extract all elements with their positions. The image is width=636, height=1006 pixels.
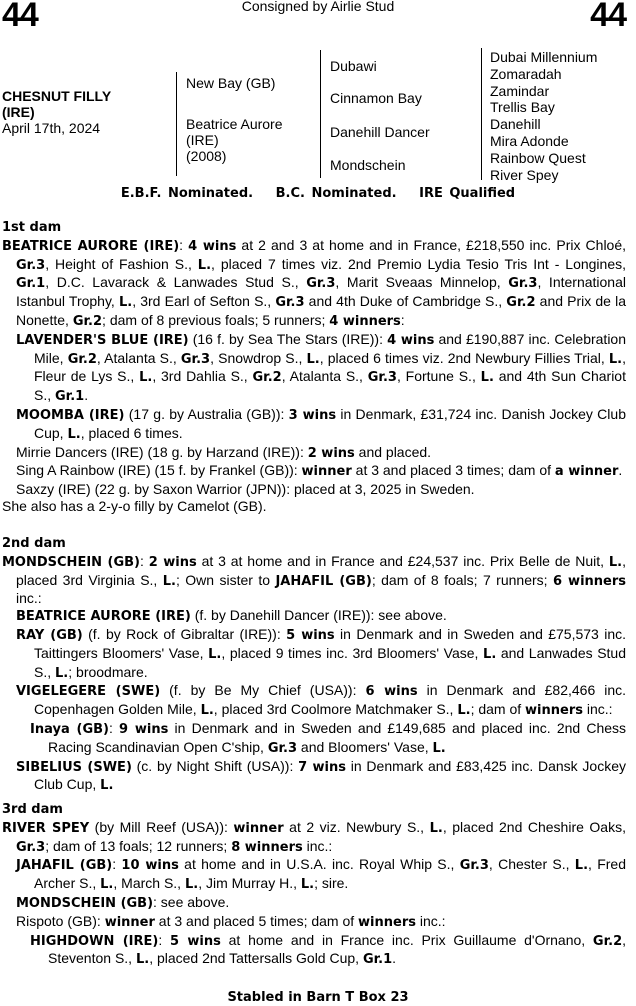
dam-entry: MONDSCHEIN (GB): 2 wins at 3 at home and in France and £24,537 inc. Prix Belle de Nuit, L., placed 3rd Virginia S., L.; Own sister to JAHAFIL (GB); dam of 8 foals; 7 runners; 6 winners inc.: <box>2 552 627 607</box>
first-dam-section <box>2 220 626 515</box>
pedigree-granddam: Cinnamon Bay <box>330 90 422 106</box>
foaling-date: April 17th, 2024 <box>2 120 101 136</box>
section-title: 2nd dam <box>2 536 66 551</box>
produce-note: She also has a 2-y-o filly by Camelot (GB). <box>2 497 267 514</box>
produce-entry: Inaya (GB): 9 wins in Denmark and in Sweden and £149,685 and placed inc. 2nd Chess Racing Scandinavian Open C'ship, Gr.3 and Bloomers' Vase, L. <box>30 719 627 756</box>
pedigree-dam-dam: Mondschein <box>330 157 406 173</box>
produce-entry: JAHAFIL (GB): 10 wins at home and in U.S.A. inc. Royal Whip S., Gr.3, Chester S., L., Fred Archer S., L., March S., L., Jim Murray H., L.; sire. <box>16 856 626 893</box>
produce-entry: Rispoto (GB): winner at 3 and placed 5 times; dam of winners inc.: <box>16 912 446 930</box>
horse-description: CHESNUT FILLY <box>2 88 112 104</box>
pedigree-divider <box>176 72 177 176</box>
stabling-info: Stabled in Barn T Box 23 <box>227 990 409 1005</box>
pedigree-sire: New Bay (GB) <box>186 75 276 91</box>
horse-country: (IRE) <box>2 104 35 120</box>
lot-number-right: 44 <box>590 0 626 34</box>
horse-identity <box>2 88 111 136</box>
produce-entry: BEATRICE AURORE (IRE) (f. by Danehill Dancer (IRE)): see above. <box>16 607 447 625</box>
produce-entry: HIGHDOWN (IRE): 5 wins at home and in France inc. Prix Guillaume d'Ornano, Gr.2, Steventon S., L., placed 2nd Tattersalls Gold Cup, Gr.1. <box>30 931 627 968</box>
bc-status: B.C. Nominated. <box>275 186 397 201</box>
ire-status: IRE Qualified <box>419 186 516 201</box>
pedigree-dam-sire: Danehill Dancer <box>330 124 430 140</box>
consignor: Consigned by Airlie Stud <box>241 0 395 14</box>
lot-number: 44 <box>2 0 38 34</box>
produce-entry: LAVENDER'S BLUE (IRE) (16 f. by Sea The Stars (IRE)): 4 wins and £190,887 inc. Celebration Mile, Gr.2, Atalanta S., Gr.3, Snowdrop S., L., placed 6 times viz. 2nd Newbury Fillies Trial, L., Fleur de Lys S., L., 3rd Dahlia S., Gr.2, Atalanta S., Gr.3, Fortune S., L. and 4th Sun Chariot S., Gr.1. <box>16 330 627 405</box>
pedigree-dam: Beatrice Aurore (IRE) (2008) <box>186 116 283 164</box>
eligibility-line <box>0 186 636 201</box>
pedigree-great-grandparents: Dubai Millennium Zomaradah Zamindar Trellis Bay Danehill Mira Adonde Rainbow Quest River Spey <box>490 49 598 183</box>
dam-entry: BEATRICE AURORE (IRE): 4 wins at 2 and 3 at home and in France, £218,550 inc. Prix Chloé, Gr.3, Height of Fashion S., L., placed 7 times viz. 2nd Premio Lydia Tesio Tris Int - Longines, Gr.1, D.C. Lavarack & Lanwades Stud S., Gr.3, Marit Sveaas Minnelop, Gr.3, International Istanbul Trophy, L., 3rd Earl of Sefton S., Gr.3 and 4th Duke of Cambridge S., Gr.2 and Prix de la Nonette, Gr.2; dam of 8 previous foals; 5 runners; 4 winners: <box>2 236 627 329</box>
produce-entry: Sing A Rainbow (IRE) (15 f. by Frankel (GB)): winner at 3 and placed 3 times; dam of a winner. <box>16 462 623 480</box>
produce-entry: Mirrie Dancers (IRE) (18 g. by Harzand (IRE)): 2 wins and placed. <box>16 443 432 461</box>
pedigree-divider <box>481 48 482 180</box>
third-dam-section <box>2 802 626 969</box>
section-title: 1st dam <box>2 220 62 235</box>
produce-entry: Saxzy (IRE) (22 g. by Saxon Warrior (JPN)): placed at 3, 2025 in Sweden. <box>16 481 475 498</box>
produce-entry: MOOMBA (IRE) (17 g. by Australia (GB)): 3 wins in Denmark, £31,724 inc. Danish Jockey Club Cup, L., placed 6 times. <box>16 405 626 442</box>
ebf-status: E.B.F. Nominated. <box>120 186 254 201</box>
produce-entry: VIGELEGERE (SWE) (f. by Be My Chief (USA)): 6 wins in Denmark and £82,466 inc. Copenhagen Golden Mile, L., placed 3rd Coolmore Matchmaker S., L.; dam of winners inc.: <box>16 682 627 719</box>
section-title: 3rd dam <box>2 802 63 817</box>
pedigree-grandsire: Dubawi <box>330 58 377 74</box>
produce-entry: RAY (GB) (f. by Rock of Gibraltar (IRE)): 5 wins in Denmark and in Sweden and £75,573 inc. Taittingers Bloomers' Vase, L., placed 9 times inc. 3rd Bloomers' Vase, L. and Lanwades Stud S., L.; broodmare. <box>16 625 627 681</box>
produce-entry: MONDSCHEIN (GB): see above. <box>16 893 230 911</box>
produce-entry: SIBELIUS (SWE) (c. by Night Shift (USA)): 7 wins in Denmark and £83,425 inc. Dansk Jockey Club Cup, L. <box>16 757 626 794</box>
dam-entry: RIVER SPEY (by Mill Reef (USA)): winner at 2 viz. Newbury S., L., placed 2nd Cheshire Oaks, Gr.3; dam of 13 foals; 12 runners; 8 winners inc.: <box>2 818 626 855</box>
pedigree-divider <box>320 50 321 178</box>
second-dam-section <box>2 536 626 795</box>
